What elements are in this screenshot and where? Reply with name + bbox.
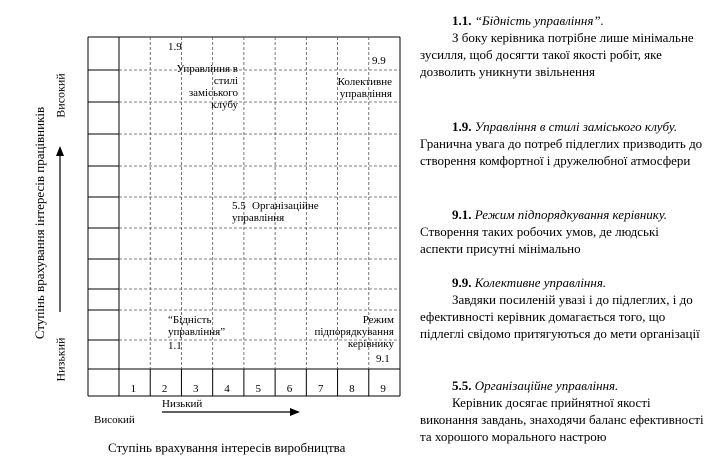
desc-1-9-text: 1.9. Управління в стилі заміського клубу. Гранична увага до потреб підлеглих призводить до створення комфортної і дружелюбної атмосфери — [420, 119, 703, 168]
x-high-label: Високий — [94, 414, 135, 426]
desc-5-5-head: 5.5. Організаційне управління. — [452, 378, 619, 393]
y-axis-label: Ступінь врахування інтересів працівників — [32, 106, 47, 340]
column-number-3: 3 — [193, 383, 199, 395]
descriptions — [420, 12, 705, 80]
descriptions-3 — [420, 206, 705, 257]
cell-9-9-label: Колективне управління — [337, 76, 392, 100]
column-number-8: 8 — [349, 383, 355, 395]
desc-9-1-text: 9.1. Режим підпорядкування керівнику. Створення таких робочих умов, де людські аспекти присутні мінімально — [420, 207, 668, 256]
column-number-5: 5 — [255, 383, 261, 395]
desc-5-5-text: Керівник досягає прийнятної якості виконання завдань, знаходячи баланс ефективності та хорошого морального настрою — [420, 395, 704, 444]
cell-5-5-label: Організаційне управління — [232, 200, 319, 224]
column-number-1: 1 — [130, 383, 137, 395]
column-number-7: 7 — [317, 383, 324, 395]
cell-1-9-label: Управління в стилі заміського клубу — [176, 63, 238, 111]
cell-1-1-code: 1.1 — [168, 340, 182, 352]
desc-9-9-text: Завдяки посиленій увазі і до підлеглих, і до ефективності керівник домагається того, що підлеглі свідомо притягуються до мети організації — [420, 292, 700, 341]
desc-1-1-text: З боку керівника потрібне лише мінімальне зусилля, щоб досягти такої якості робіт, яке дозволить уникнути звільнення — [420, 30, 694, 79]
cell-9-9-code: 9.9 — [372, 55, 386, 67]
x-axis-arrowhead — [290, 408, 300, 416]
x-low-label: Низький — [162, 398, 203, 410]
x-axis-label: Ступінь врахування інтересів виробництва — [108, 440, 346, 455]
y-low-label: Низький — [53, 337, 68, 382]
desc-9-9-head: 9.9. Колективне управління. — [452, 275, 607, 290]
cell-5-5-code: 5.5 — [232, 200, 246, 212]
column-number-9: 9 — [380, 383, 386, 395]
descriptions-4 — [420, 274, 705, 342]
column-number-2: 2 — [161, 383, 168, 395]
desc-1-1-head: 1.1. “Бідність управління”. — [452, 13, 604, 28]
cell-9-1-code: 9.1 — [376, 353, 390, 365]
y-high-label: Високий — [53, 73, 68, 118]
cell-1-9-code: 1.9 — [168, 41, 182, 53]
y-axis-arrowhead — [56, 146, 64, 156]
column-number-6: 6 — [286, 383, 293, 395]
cell-9-1-label: Режим підпорядкування керівнику — [314, 314, 394, 350]
column-number-4: 4 — [224, 383, 230, 395]
descriptions-2 — [420, 118, 705, 169]
cell-1-1-label: “Бідність управління” — [168, 314, 226, 338]
descriptions-5 — [420, 377, 705, 445]
